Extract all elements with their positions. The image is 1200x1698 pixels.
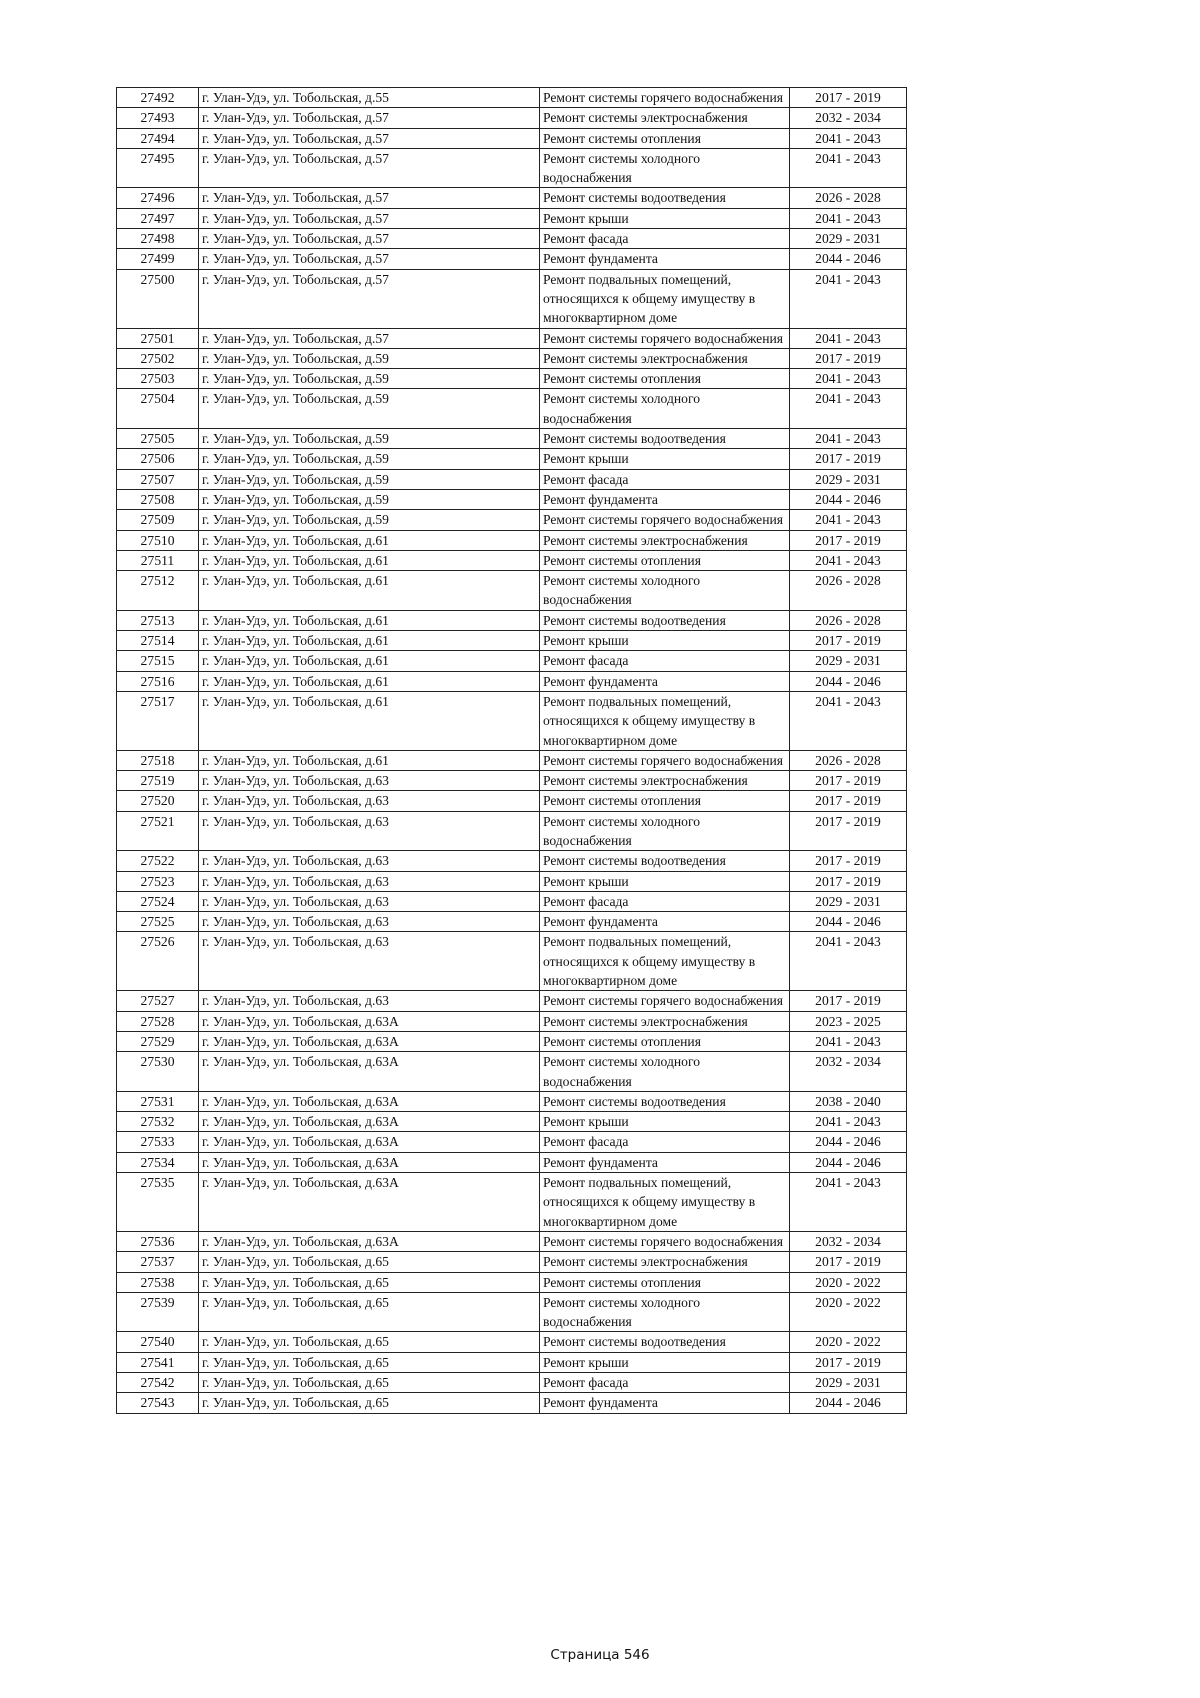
table-row: [117, 1011, 907, 1031]
table-row: [117, 932, 907, 991]
row-period: 2041 - 2043: [790, 369, 907, 389]
table-row: [117, 229, 907, 249]
table-row: [117, 1393, 907, 1413]
row-address: г. Улан-Удэ, ул. Тобольская, д.61: [199, 651, 540, 671]
row-address: г. Улан-Удэ, ул. Тобольская, д.57: [199, 269, 540, 328]
row-work-type: Ремонт фундамента: [540, 671, 790, 691]
row-period: 2032 - 2034: [790, 1052, 907, 1092]
table-row: [117, 891, 907, 911]
row-number: 27506: [117, 449, 199, 469]
row-period: 2017 - 2019: [790, 1252, 907, 1272]
row-work-type: Ремонт системы электроснабжения: [540, 1011, 790, 1031]
row-address: г. Улан-Удэ, ул. Тобольская, д.61: [199, 530, 540, 550]
table-row: [117, 1152, 907, 1172]
table-row: [117, 871, 907, 891]
table-row: [117, 389, 907, 429]
row-address: г. Улан-Удэ, ул. Тобольская, д.61: [199, 691, 540, 750]
row-number: 27512: [117, 571, 199, 611]
row-address: г. Улан-Удэ, ул. Тобольская, д.55: [199, 88, 540, 108]
row-work-type: Ремонт фундамента: [540, 912, 790, 932]
table-row: [117, 348, 907, 368]
row-period: 2041 - 2043: [790, 1173, 907, 1232]
row-work-type: Ремонт системы водоотведения: [540, 1091, 790, 1111]
row-period: 2041 - 2043: [790, 128, 907, 148]
row-number: 27523: [117, 871, 199, 891]
row-period: 2044 - 2046: [790, 671, 907, 691]
row-work-type: Ремонт фасада: [540, 891, 790, 911]
row-number: 27500: [117, 269, 199, 328]
table-row: [117, 429, 907, 449]
row-work-type: Ремонт системы горячего водоснабжения: [540, 1231, 790, 1251]
row-number: 27542: [117, 1373, 199, 1393]
row-period: 2017 - 2019: [790, 631, 907, 651]
row-work-type: Ремонт системы холодного водоснабжения: [540, 148, 790, 188]
row-address: г. Улан-Удэ, ул. Тобольская, д.57: [199, 188, 540, 208]
row-work-type: Ремонт системы холодного водоснабжения: [540, 1292, 790, 1332]
row-number: 27501: [117, 328, 199, 348]
row-number: 27519: [117, 771, 199, 791]
row-period: 2041 - 2043: [790, 1031, 907, 1051]
row-number: 27533: [117, 1132, 199, 1152]
row-address: г. Улан-Удэ, ул. Тобольская, д.57: [199, 229, 540, 249]
table-row: [117, 188, 907, 208]
table-row: [117, 691, 907, 750]
row-address: г. Улан-Удэ, ул. Тобольская, д.63А: [199, 1031, 540, 1051]
table-row: [117, 610, 907, 630]
row-number: 27539: [117, 1292, 199, 1332]
row-period: 2023 - 2025: [790, 1011, 907, 1031]
table-row: [117, 1252, 907, 1272]
row-period: 2044 - 2046: [790, 1152, 907, 1172]
table-row: [117, 469, 907, 489]
row-period: 2044 - 2046: [790, 1393, 907, 1413]
row-number: 27515: [117, 651, 199, 671]
row-period: 2017 - 2019: [790, 449, 907, 469]
table-row: [117, 1332, 907, 1352]
row-number: 27518: [117, 750, 199, 770]
row-period: 2041 - 2043: [790, 328, 907, 348]
row-period: 2044 - 2046: [790, 489, 907, 509]
table-row: [117, 108, 907, 128]
row-number: 27534: [117, 1152, 199, 1172]
page-number: Страница 546: [550, 1647, 650, 1663]
table-row: [117, 269, 907, 328]
row-period: 2041 - 2043: [790, 510, 907, 530]
row-period: 2041 - 2043: [790, 389, 907, 429]
table-row: [117, 1173, 907, 1232]
row-number: 27516: [117, 671, 199, 691]
row-number: 27530: [117, 1052, 199, 1092]
table-row: [117, 510, 907, 530]
table-row: [117, 489, 907, 509]
table-row: [117, 449, 907, 469]
table-body: [117, 88, 907, 1414]
row-number: 27503: [117, 369, 199, 389]
row-period: 2044 - 2046: [790, 1132, 907, 1152]
row-period: 2026 - 2028: [790, 610, 907, 630]
table-row: [117, 1373, 907, 1393]
row-address: г. Улан-Удэ, ул. Тобольская, д.59: [199, 369, 540, 389]
row-number: 27537: [117, 1252, 199, 1272]
row-period: 2026 - 2028: [790, 750, 907, 770]
table-row: [117, 851, 907, 871]
row-period: 2020 - 2022: [790, 1332, 907, 1352]
row-work-type: Ремонт фундамента: [540, 1152, 790, 1172]
row-work-type: Ремонт системы электроснабжения: [540, 348, 790, 368]
row-work-type: Ремонт системы водоотведения: [540, 610, 790, 630]
row-address: г. Улан-Удэ, ул. Тобольская, д.63А: [199, 1173, 540, 1232]
row-work-type: Ремонт системы холодного водоснабжения: [540, 1052, 790, 1092]
row-number: 27541: [117, 1352, 199, 1372]
row-number: 27504: [117, 389, 199, 429]
row-period: 2017 - 2019: [790, 348, 907, 368]
table-row: [117, 1112, 907, 1132]
row-address: г. Улан-Удэ, ул. Тобольская, д.65: [199, 1332, 540, 1352]
row-work-type: Ремонт фундамента: [540, 249, 790, 269]
row-period: 2029 - 2031: [790, 651, 907, 671]
table-row: [117, 991, 907, 1011]
row-period: 2017 - 2019: [790, 991, 907, 1011]
row-work-type: Ремонт системы отопления: [540, 1031, 790, 1051]
row-period: 2020 - 2022: [790, 1292, 907, 1332]
row-work-type: Ремонт фасада: [540, 651, 790, 671]
row-work-type: Ремонт крыши: [540, 1112, 790, 1132]
row-number: 27493: [117, 108, 199, 128]
row-work-type: Ремонт системы отопления: [540, 1272, 790, 1292]
row-work-type: Ремонт системы горячего водоснабжения: [540, 750, 790, 770]
row-period: 2026 - 2028: [790, 571, 907, 611]
row-number: 27528: [117, 1011, 199, 1031]
row-address: г. Улан-Удэ, ул. Тобольская, д.63: [199, 991, 540, 1011]
row-work-type: Ремонт подвальных помещений, относящихся к общему имуществу в многоквартирном доме: [540, 1173, 790, 1232]
row-address: г. Улан-Удэ, ул. Тобольская, д.57: [199, 108, 540, 128]
row-number: 27524: [117, 891, 199, 911]
table-row: [117, 128, 907, 148]
row-work-type: Ремонт системы водоотведения: [540, 1332, 790, 1352]
table-row: [117, 1132, 907, 1152]
row-address: г. Улан-Удэ, ул. Тобольская, д.63: [199, 771, 540, 791]
row-address: г. Улан-Удэ, ул. Тобольская, д.63А: [199, 1132, 540, 1152]
row-work-type: Ремонт фасада: [540, 1373, 790, 1393]
row-work-type: Ремонт системы водоотведения: [540, 429, 790, 449]
row-work-type: Ремонт системы горячего водоснабжения: [540, 510, 790, 530]
row-number: 27522: [117, 851, 199, 871]
row-address: г. Улан-Удэ, ул. Тобольская, д.63А: [199, 1011, 540, 1031]
row-period: 2017 - 2019: [790, 851, 907, 871]
row-work-type: Ремонт крыши: [540, 1352, 790, 1372]
row-address: г. Улан-Удэ, ул. Тобольская, д.63А: [199, 1152, 540, 1172]
row-address: г. Улан-Удэ, ул. Тобольская, д.65: [199, 1393, 540, 1413]
row-address: г. Улан-Удэ, ул. Тобольская, д.63: [199, 811, 540, 851]
row-number: 27509: [117, 510, 199, 530]
row-number: 27495: [117, 148, 199, 188]
row-work-type: Ремонт системы электроснабжения: [540, 771, 790, 791]
row-address: г. Улан-Удэ, ул. Тобольская, д.61: [199, 610, 540, 630]
table-row: [117, 1052, 907, 1092]
row-number: 27505: [117, 429, 199, 449]
table-row: [117, 208, 907, 228]
row-number: 27540: [117, 1332, 199, 1352]
row-work-type: Ремонт системы отопления: [540, 369, 790, 389]
row-work-type: Ремонт фасада: [540, 469, 790, 489]
table-row: [117, 791, 907, 811]
row-work-type: Ремонт системы электроснабжения: [540, 108, 790, 128]
row-address: г. Улан-Удэ, ул. Тобольская, д.57: [199, 208, 540, 228]
row-number: 27499: [117, 249, 199, 269]
table-row: [117, 651, 907, 671]
table-row: [117, 631, 907, 651]
table-row: [117, 148, 907, 188]
row-address: г. Улан-Удэ, ул. Тобольская, д.63А: [199, 1091, 540, 1111]
row-address: г. Улан-Удэ, ул. Тобольская, д.59: [199, 348, 540, 368]
row-period: 2017 - 2019: [790, 871, 907, 891]
row-number: 27538: [117, 1272, 199, 1292]
row-number: 27494: [117, 128, 199, 148]
row-number: 27514: [117, 631, 199, 651]
row-period: 2041 - 2043: [790, 691, 907, 750]
table-row: [117, 1272, 907, 1292]
row-period: 2044 - 2046: [790, 912, 907, 932]
row-period: 2044 - 2046: [790, 249, 907, 269]
row-work-type: Ремонт системы водоотведения: [540, 851, 790, 871]
row-number: 27525: [117, 912, 199, 932]
row-address: г. Улан-Удэ, ул. Тобольская, д.63: [199, 791, 540, 811]
table-row: [117, 88, 907, 108]
row-address: г. Улан-Удэ, ул. Тобольская, д.59: [199, 429, 540, 449]
row-number: 27529: [117, 1031, 199, 1051]
table-row: [117, 1091, 907, 1111]
row-period: 2017 - 2019: [790, 530, 907, 550]
row-period: 2017 - 2019: [790, 88, 907, 108]
row-work-type: Ремонт системы холодного водоснабжения: [540, 811, 790, 851]
row-address: г. Улан-Удэ, ул. Тобольская, д.65: [199, 1272, 540, 1292]
row-address: г. Улан-Удэ, ул. Тобольская, д.63А: [199, 1231, 540, 1251]
row-work-type: Ремонт системы горячего водоснабжения: [540, 88, 790, 108]
row-period: 2017 - 2019: [790, 811, 907, 851]
row-work-type: Ремонт крыши: [540, 208, 790, 228]
row-work-type: Ремонт фундамента: [540, 1393, 790, 1413]
row-work-type: Ремонт крыши: [540, 631, 790, 651]
row-address: г. Улан-Удэ, ул. Тобольская, д.63А: [199, 1052, 540, 1092]
row-period: 2029 - 2031: [790, 229, 907, 249]
row-work-type: Ремонт подвальных помещений, относящихся к общему имуществу в многоквартирном доме: [540, 932, 790, 991]
row-number: 27513: [117, 610, 199, 630]
row-number: 27531: [117, 1091, 199, 1111]
row-period: 2041 - 2043: [790, 148, 907, 188]
row-number: 27520: [117, 791, 199, 811]
row-period: 2017 - 2019: [790, 1352, 907, 1372]
row-address: г. Улан-Удэ, ул. Тобольская, д.57: [199, 148, 540, 188]
row-number: 27497: [117, 208, 199, 228]
row-work-type: Ремонт системы отопления: [540, 791, 790, 811]
row-number: 27511: [117, 550, 199, 570]
row-number: 27508: [117, 489, 199, 509]
row-work-type: Ремонт фундамента: [540, 489, 790, 509]
table-row: [117, 328, 907, 348]
table-row: [117, 1292, 907, 1332]
row-work-type: Ремонт системы электроснабжения: [540, 1252, 790, 1272]
row-number: 27496: [117, 188, 199, 208]
row-work-type: Ремонт системы холодного водоснабжения: [540, 571, 790, 611]
table-row: [117, 671, 907, 691]
row-address: г. Улан-Удэ, ул. Тобольская, д.61: [199, 550, 540, 570]
row-period: 2032 - 2034: [790, 108, 907, 128]
row-address: г. Улан-Удэ, ул. Тобольская, д.63: [199, 912, 540, 932]
table-row: [117, 1031, 907, 1051]
row-address: г. Улан-Удэ, ул. Тобольская, д.63: [199, 851, 540, 871]
row-work-type: Ремонт системы горячего водоснабжения: [540, 991, 790, 1011]
row-address: г. Улан-Удэ, ул. Тобольская, д.59: [199, 449, 540, 469]
row-work-type: Ремонт системы электроснабжения: [540, 530, 790, 550]
row-address: г. Улан-Удэ, ул. Тобольская, д.63: [199, 932, 540, 991]
row-work-type: Ремонт системы водоотведения: [540, 188, 790, 208]
row-number: 27517: [117, 691, 199, 750]
repair-schedule-table: [116, 87, 907, 1414]
row-period: 2029 - 2031: [790, 891, 907, 911]
row-number: 27498: [117, 229, 199, 249]
row-address: г. Улан-Удэ, ул. Тобольская, д.61: [199, 631, 540, 651]
row-address: г. Улан-Удэ, ул. Тобольская, д.61: [199, 750, 540, 770]
row-work-type: Ремонт подвальных помещений, относящихся к общему имуществу в многоквартирном доме: [540, 269, 790, 328]
row-address: г. Улан-Удэ, ул. Тобольская, д.65: [199, 1373, 540, 1393]
row-number: 27510: [117, 530, 199, 550]
row-address: г. Улан-Удэ, ул. Тобольская, д.57: [199, 128, 540, 148]
row-address: г. Улан-Удэ, ул. Тобольская, д.65: [199, 1292, 540, 1332]
row-period: 2029 - 2031: [790, 1373, 907, 1393]
row-number: 27535: [117, 1173, 199, 1232]
row-address: г. Улан-Удэ, ул. Тобольская, д.57: [199, 328, 540, 348]
row-address: г. Улан-Удэ, ул. Тобольская, д.57: [199, 249, 540, 269]
row-period: 2041 - 2043: [790, 550, 907, 570]
table-row: [117, 369, 907, 389]
row-number: 27526: [117, 932, 199, 991]
row-number: 27543: [117, 1393, 199, 1413]
row-address: г. Улан-Удэ, ул. Тобольская, д.63: [199, 871, 540, 891]
row-number: 27536: [117, 1231, 199, 1251]
row-address: г. Улан-Удэ, ул. Тобольская, д.59: [199, 510, 540, 530]
row-work-type: Ремонт фасада: [540, 1132, 790, 1152]
table-row: [117, 1231, 907, 1251]
row-period: 2017 - 2019: [790, 771, 907, 791]
row-address: г. Улан-Удэ, ул. Тобольская, д.59: [199, 489, 540, 509]
row-period: 2041 - 2043: [790, 429, 907, 449]
table-row: [117, 1352, 907, 1372]
table-row: [117, 249, 907, 269]
row-address: г. Улан-Удэ, ул. Тобольская, д.63А: [199, 1112, 540, 1132]
row-work-type: Ремонт фасада: [540, 229, 790, 249]
table-row: [117, 912, 907, 932]
row-period: 2041 - 2043: [790, 269, 907, 328]
row-period: 2041 - 2043: [790, 1112, 907, 1132]
row-address: г. Улан-Удэ, ул. Тобольская, д.61: [199, 671, 540, 691]
row-address: г. Улан-Удэ, ул. Тобольская, д.63: [199, 891, 540, 911]
row-period: 2032 - 2034: [790, 1231, 907, 1251]
row-period: 2038 - 2040: [790, 1091, 907, 1111]
row-address: г. Улан-Удэ, ул. Тобольская, д.65: [199, 1252, 540, 1272]
row-number: 27532: [117, 1112, 199, 1132]
row-period: 2029 - 2031: [790, 469, 907, 489]
table-row: [117, 550, 907, 570]
row-period: 2017 - 2019: [790, 791, 907, 811]
table-row: [117, 571, 907, 611]
row-address: г. Улан-Удэ, ул. Тобольская, д.65: [199, 1352, 540, 1372]
row-address: г. Улан-Удэ, ул. Тобольская, д.61: [199, 571, 540, 611]
row-work-type: Ремонт подвальных помещений, относящихся к общему имуществу в многоквартирном доме: [540, 691, 790, 750]
row-period: 2026 - 2028: [790, 188, 907, 208]
row-work-type: Ремонт крыши: [540, 871, 790, 891]
row-number: 27492: [117, 88, 199, 108]
row-number: 27521: [117, 811, 199, 851]
row-address: г. Улан-Удэ, ул. Тобольская, д.59: [199, 469, 540, 489]
row-work-type: Ремонт системы холодного водоснабжения: [540, 389, 790, 429]
row-period: 2041 - 2043: [790, 932, 907, 991]
row-work-type: Ремонт системы отопления: [540, 128, 790, 148]
table-row: [117, 750, 907, 770]
table-row: [117, 530, 907, 550]
row-number: 27507: [117, 469, 199, 489]
row-number: 27527: [117, 991, 199, 1011]
row-period: 2041 - 2043: [790, 208, 907, 228]
row-work-type: Ремонт системы отопления: [540, 550, 790, 570]
row-period: 2020 - 2022: [790, 1272, 907, 1292]
row-work-type: Ремонт системы горячего водоснабжения: [540, 328, 790, 348]
table-row: [117, 811, 907, 851]
row-address: г. Улан-Удэ, ул. Тобольская, д.59: [199, 389, 540, 429]
row-work-type: Ремонт крыши: [540, 449, 790, 469]
row-number: 27502: [117, 348, 199, 368]
table-row: [117, 771, 907, 791]
